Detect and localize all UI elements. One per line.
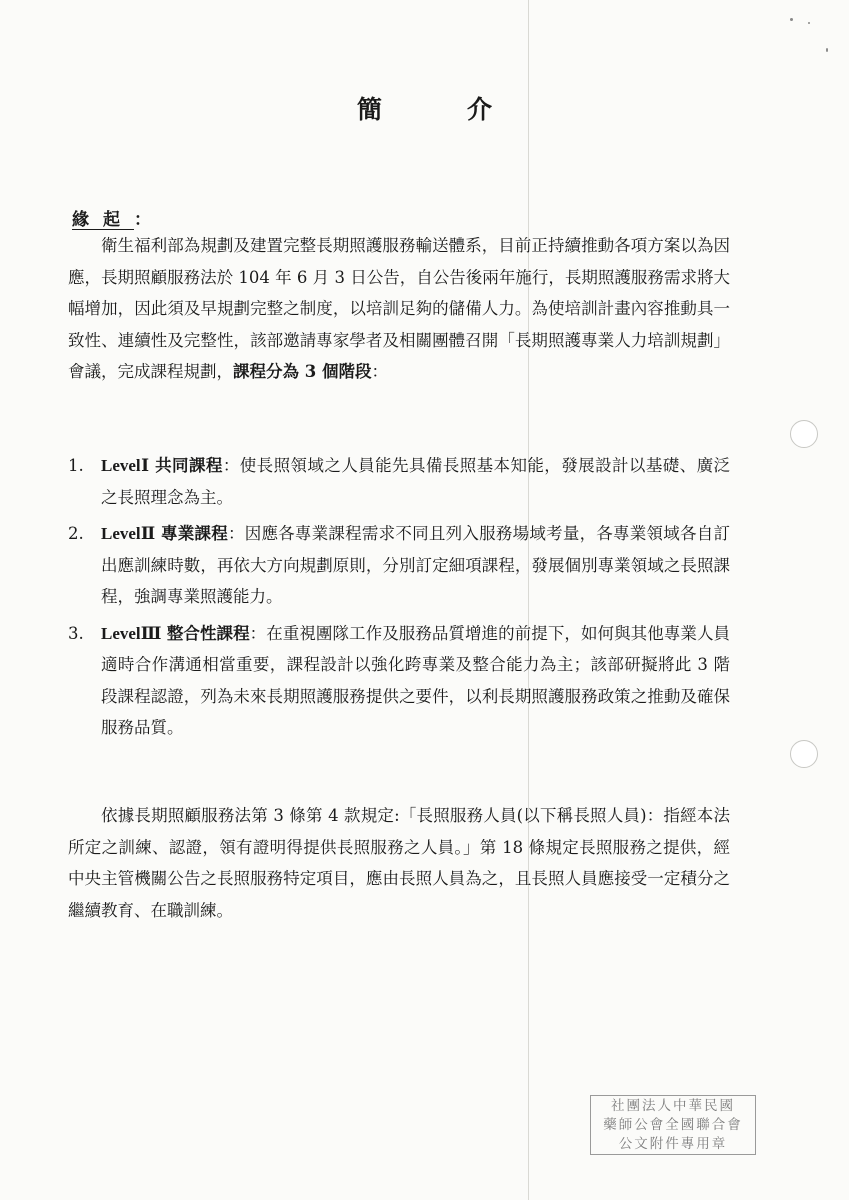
stamp-line: 藥師公會全國聯合會 [603, 1117, 743, 1133]
course-description: ：在重視團隊工作及服務品質增進的前提下，如何與其他專業人員適時合作溝通相當重要，課程設計以強化跨專業及整合能力為主；該部研擬將此 3 階段課程認證，列為未來長期照護服務提供之要件，以利長期照護服務政策之推動及確保服務品質。 [101, 623, 731, 737]
list-item [68, 450, 730, 513]
list-number: 3. [68, 623, 84, 643]
level-label: LevelⅠ [101, 456, 150, 475]
intro-text: 衛生福利部為規劃及建置完整長期照護服務輸送體系，目前正持續推動各項方案以為因應，長期照顧服務法於 104 年 6 月 3 日公告，自公告後兩年施行，長期照護服務需求將大幅增加，因此須及早規劃完整之制度，以培訓足夠的儲備人力。為使培訓計畫內容推動具一致性、連續性及完整性，該部邀請專家學者及相關團體召開「長期照護專業人力培訓規劃」會議，完成課程規劃， [68, 236, 730, 381]
stamp-line: 公文附件專用章 [618, 1136, 728, 1152]
official-seal-stamp [590, 1095, 756, 1155]
section-heading [72, 205, 151, 230]
section-heading-word: 緣起 [72, 210, 134, 230]
list-item [68, 618, 730, 744]
law-paragraph: 依據長期照顧服務法第 3 條第 4 款規定:「長照服務人員(以下稱長照人員)：指經本法所定之訓練、認證，領有證明得提供長照服務之人員。」第 18 條規定長照服務之提供，經中央主管機關公告之長照服務特定項目，應由長照人員為之，且長照人員應接受一定積分之繼續教育、在職訓練。 [68, 806, 730, 920]
stamp-line: 社團法人中華民國 [611, 1098, 735, 1114]
section-heading-colon: ： [134, 210, 151, 230]
intro-bold-text: 課程分為 3 個階段 [233, 362, 372, 381]
list-number: 1. [68, 456, 84, 475]
course-levels-list [68, 450, 730, 749]
page-title: 簡 介 [356, 95, 522, 124]
course-name: 專業課程 [160, 524, 228, 543]
level-label: LevelⅡ [101, 524, 156, 543]
intro-paragraph [68, 230, 730, 388]
course-description: ：使長照領域之人員能先具備長照基本知能，發展設計以基礎、廣泛之長照理念為主。 [101, 456, 731, 507]
punch-hole [790, 740, 818, 768]
course-name: 共同課程 [155, 456, 223, 475]
course-name: 整合性課程 [166, 623, 250, 643]
scan-speck [826, 48, 828, 52]
scan-speck [790, 18, 793, 21]
list-item [68, 518, 730, 613]
course-description: ：因應各專業課程需求不同且列入服務場域考量，各專業領域各自訂出應訓練時數，再依大方向規劃原則，分別訂定細項課程，發展個別專業領域之長照課程，強調專業照護能力。 [101, 524, 731, 606]
intro-text-end: ： [371, 362, 388, 381]
level-label: LevelⅢ [101, 623, 162, 643]
scan-speck [808, 22, 810, 24]
punch-hole [790, 420, 818, 448]
list-number: 2. [68, 524, 84, 543]
